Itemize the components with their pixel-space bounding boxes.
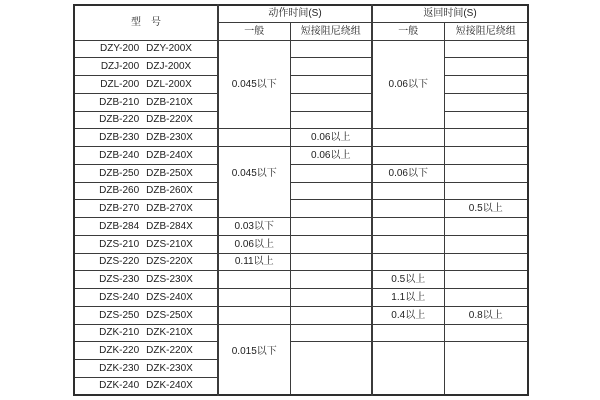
empty-cell [372, 253, 444, 271]
model-x-variant: DZK-240X [146, 380, 193, 392]
empty-cell [290, 289, 372, 307]
relay-timing-table [73, 4, 529, 396]
model-x-variant: DZS-230X [146, 274, 193, 286]
model-cell [74, 289, 218, 307]
table-row [74, 40, 528, 58]
model-x-variant: DZB-240X [146, 149, 193, 161]
model-base: DZK-230 [99, 362, 140, 374]
model-pair [75, 168, 217, 179]
model-base: DZL-200 [100, 78, 140, 90]
table-row [74, 147, 528, 165]
model-pair [75, 239, 217, 250]
model-base: DZB-250 [99, 167, 140, 179]
model-x-variant: DZK-230X [146, 362, 193, 374]
value-return-general: 1.1以上 [372, 289, 444, 307]
model-pair [75, 345, 217, 356]
model-cell [74, 164, 218, 182]
empty-cell [444, 111, 528, 129]
empty-cell [290, 253, 372, 271]
empty-cell [444, 182, 528, 200]
empty-cell [444, 129, 528, 147]
header-model: 型 号 [74, 5, 218, 40]
empty-cell [444, 324, 528, 342]
header-row-groups [74, 5, 528, 22]
empty-cell [372, 182, 444, 200]
value-action-damping: 0.06以上 [290, 129, 372, 147]
model-x-variant: DZB-210X [146, 96, 193, 108]
empty-cell-merged [444, 342, 528, 395]
empty-cell [290, 76, 372, 94]
model-pair [75, 310, 217, 321]
model-pair [75, 203, 217, 214]
empty-cell [218, 289, 290, 307]
header-action-general: 一般 [218, 22, 290, 40]
value-return-general: 0.4以上 [372, 306, 444, 324]
model-base: DZB-284 [99, 220, 140, 232]
model-cell [74, 324, 218, 342]
value-action-general-merged: 0.045以下 [218, 40, 290, 129]
empty-cell [290, 271, 372, 289]
table-row [74, 182, 528, 200]
header-action-time-group: 动作时间(S) [218, 5, 372, 22]
empty-cell-merged [372, 342, 444, 395]
value-return-damping: 0.8以上 [444, 306, 528, 324]
model-base: DZS-210 [99, 238, 140, 250]
model-base: DZB-210 [99, 96, 140, 108]
empty-cell [290, 235, 372, 253]
model-cell [74, 377, 218, 395]
empty-cell [372, 147, 444, 165]
model-cell [74, 235, 218, 253]
table-row [74, 271, 528, 289]
model-cell [74, 182, 218, 200]
header-return-damping: 短接阻尼绕组 [444, 22, 528, 40]
empty-cell [372, 200, 444, 218]
header-return-time-group: 返回时间(S) [372, 5, 528, 22]
table-row [74, 76, 528, 94]
model-cell [74, 218, 218, 236]
model-pair [75, 79, 217, 90]
model-base: DZB-240 [99, 149, 140, 161]
model-base: DZS-240 [99, 291, 140, 303]
model-x-variant: DZK-210X [146, 327, 193, 339]
model-base: DZY-200 [100, 43, 140, 55]
table-row [74, 324, 528, 342]
model-pair [75, 61, 217, 72]
model-x-variant: DZY-200X [146, 43, 192, 55]
value-action-general: 0.11以上 [218, 253, 290, 271]
empty-cell [372, 129, 444, 147]
model-x-variant: DZB-220X [146, 114, 193, 126]
empty-cell [444, 164, 528, 182]
table-row [74, 289, 528, 307]
model-cell [74, 58, 218, 76]
model-cell [74, 40, 218, 58]
value-return-general: 0.06以下 [372, 164, 444, 182]
model-cell [74, 76, 218, 94]
empty-cell [290, 93, 372, 111]
empty-cell [444, 147, 528, 165]
model-pair [75, 114, 217, 125]
model-x-variant: DZB-250X [146, 167, 193, 179]
empty-cell [290, 200, 372, 218]
model-pair [75, 256, 217, 267]
empty-cell [444, 93, 528, 111]
model-x-variant: DZS-220X [146, 256, 193, 268]
empty-cell [290, 218, 372, 236]
model-x-variant: DZS-250X [146, 309, 193, 321]
table-row [74, 164, 528, 182]
model-pair [75, 185, 217, 196]
value-action-general-merged: 0.045以下 [218, 147, 290, 218]
value-return-general: 0.5以上 [372, 271, 444, 289]
model-cell [74, 271, 218, 289]
empty-cell [444, 289, 528, 307]
model-cell [74, 360, 218, 378]
header-return-general: 一般 [372, 22, 444, 40]
model-x-variant: DZJ-200X [146, 61, 192, 73]
model-pair [75, 132, 217, 143]
value-action-damping: 0.06以上 [290, 147, 372, 165]
model-base: DZS-220 [99, 256, 140, 268]
table-row [74, 253, 528, 271]
model-cell [74, 147, 218, 165]
model-base: DZB-270 [99, 203, 140, 215]
model-pair [75, 380, 217, 391]
model-pair [75, 43, 217, 54]
model-x-variant: DZB-230X [146, 132, 193, 144]
model-x-variant: DZB-260X [146, 185, 193, 197]
empty-cell [372, 235, 444, 253]
empty-cell [290, 182, 372, 200]
empty-cell [290, 40, 372, 58]
model-pair [75, 221, 217, 232]
model-x-variant: DZL-200X [146, 78, 192, 90]
model-base: DZB-220 [99, 114, 140, 126]
empty-cell [444, 58, 528, 76]
empty-cell [218, 271, 290, 289]
model-cell [74, 200, 218, 218]
empty-cell [444, 271, 528, 289]
table-row [74, 93, 528, 111]
model-x-variant: DZS-210X [146, 238, 193, 250]
model-pair [75, 150, 217, 161]
table-row [74, 200, 528, 218]
model-x-variant: DZS-240X [146, 291, 193, 303]
table-row [74, 306, 528, 324]
model-x-variant: DZB-270X [146, 203, 193, 215]
table-row [74, 218, 528, 236]
empty-cell [444, 253, 528, 271]
model-pair [75, 327, 217, 338]
empty-cell [218, 129, 290, 147]
empty-cell [444, 40, 528, 58]
model-cell [74, 111, 218, 129]
empty-cell [444, 218, 528, 236]
table-row [74, 58, 528, 76]
table-row [74, 111, 528, 129]
empty-cell [444, 235, 528, 253]
empty-cell [444, 76, 528, 94]
value-action-general: 0.03以下 [218, 218, 290, 236]
model-cell [74, 306, 218, 324]
model-base: DZS-230 [99, 274, 140, 286]
model-cell [74, 253, 218, 271]
model-base: DZJ-200 [100, 61, 140, 73]
model-cell [74, 129, 218, 147]
empty-cell [290, 324, 372, 342]
table-row [74, 129, 528, 147]
value-return-general-merged: 0.06以下 [372, 40, 444, 129]
table-row [74, 235, 528, 253]
empty-cell [218, 306, 290, 324]
model-x-variant: DZB-284X [146, 220, 193, 232]
model-base: DZK-220 [99, 345, 140, 357]
model-cell [74, 93, 218, 111]
model-pair [75, 363, 217, 374]
table-row [74, 342, 528, 360]
model-x-variant: DZK-220X [146, 345, 193, 357]
model-base: DZB-230 [99, 132, 140, 144]
model-base: DZK-210 [99, 327, 140, 339]
value-action-general-merged: 0.015以下 [218, 324, 290, 395]
model-base: DZS-250 [99, 309, 140, 321]
empty-cell [290, 306, 372, 324]
empty-cell [290, 164, 372, 182]
empty-cell [290, 111, 372, 129]
empty-cell-merged [290, 342, 372, 395]
value-action-general: 0.06以上 [218, 235, 290, 253]
model-base: DZK-240 [99, 380, 140, 392]
model-base: DZB-260 [99, 185, 140, 197]
empty-cell [372, 218, 444, 236]
model-pair [75, 274, 217, 285]
value-return-damping: 0.5以上 [444, 200, 528, 218]
model-pair [75, 292, 217, 303]
empty-cell [372, 324, 444, 342]
model-pair [75, 97, 217, 108]
empty-cell [290, 58, 372, 76]
header-action-damping: 短接阻尼绕组 [290, 22, 372, 40]
model-cell [74, 342, 218, 360]
